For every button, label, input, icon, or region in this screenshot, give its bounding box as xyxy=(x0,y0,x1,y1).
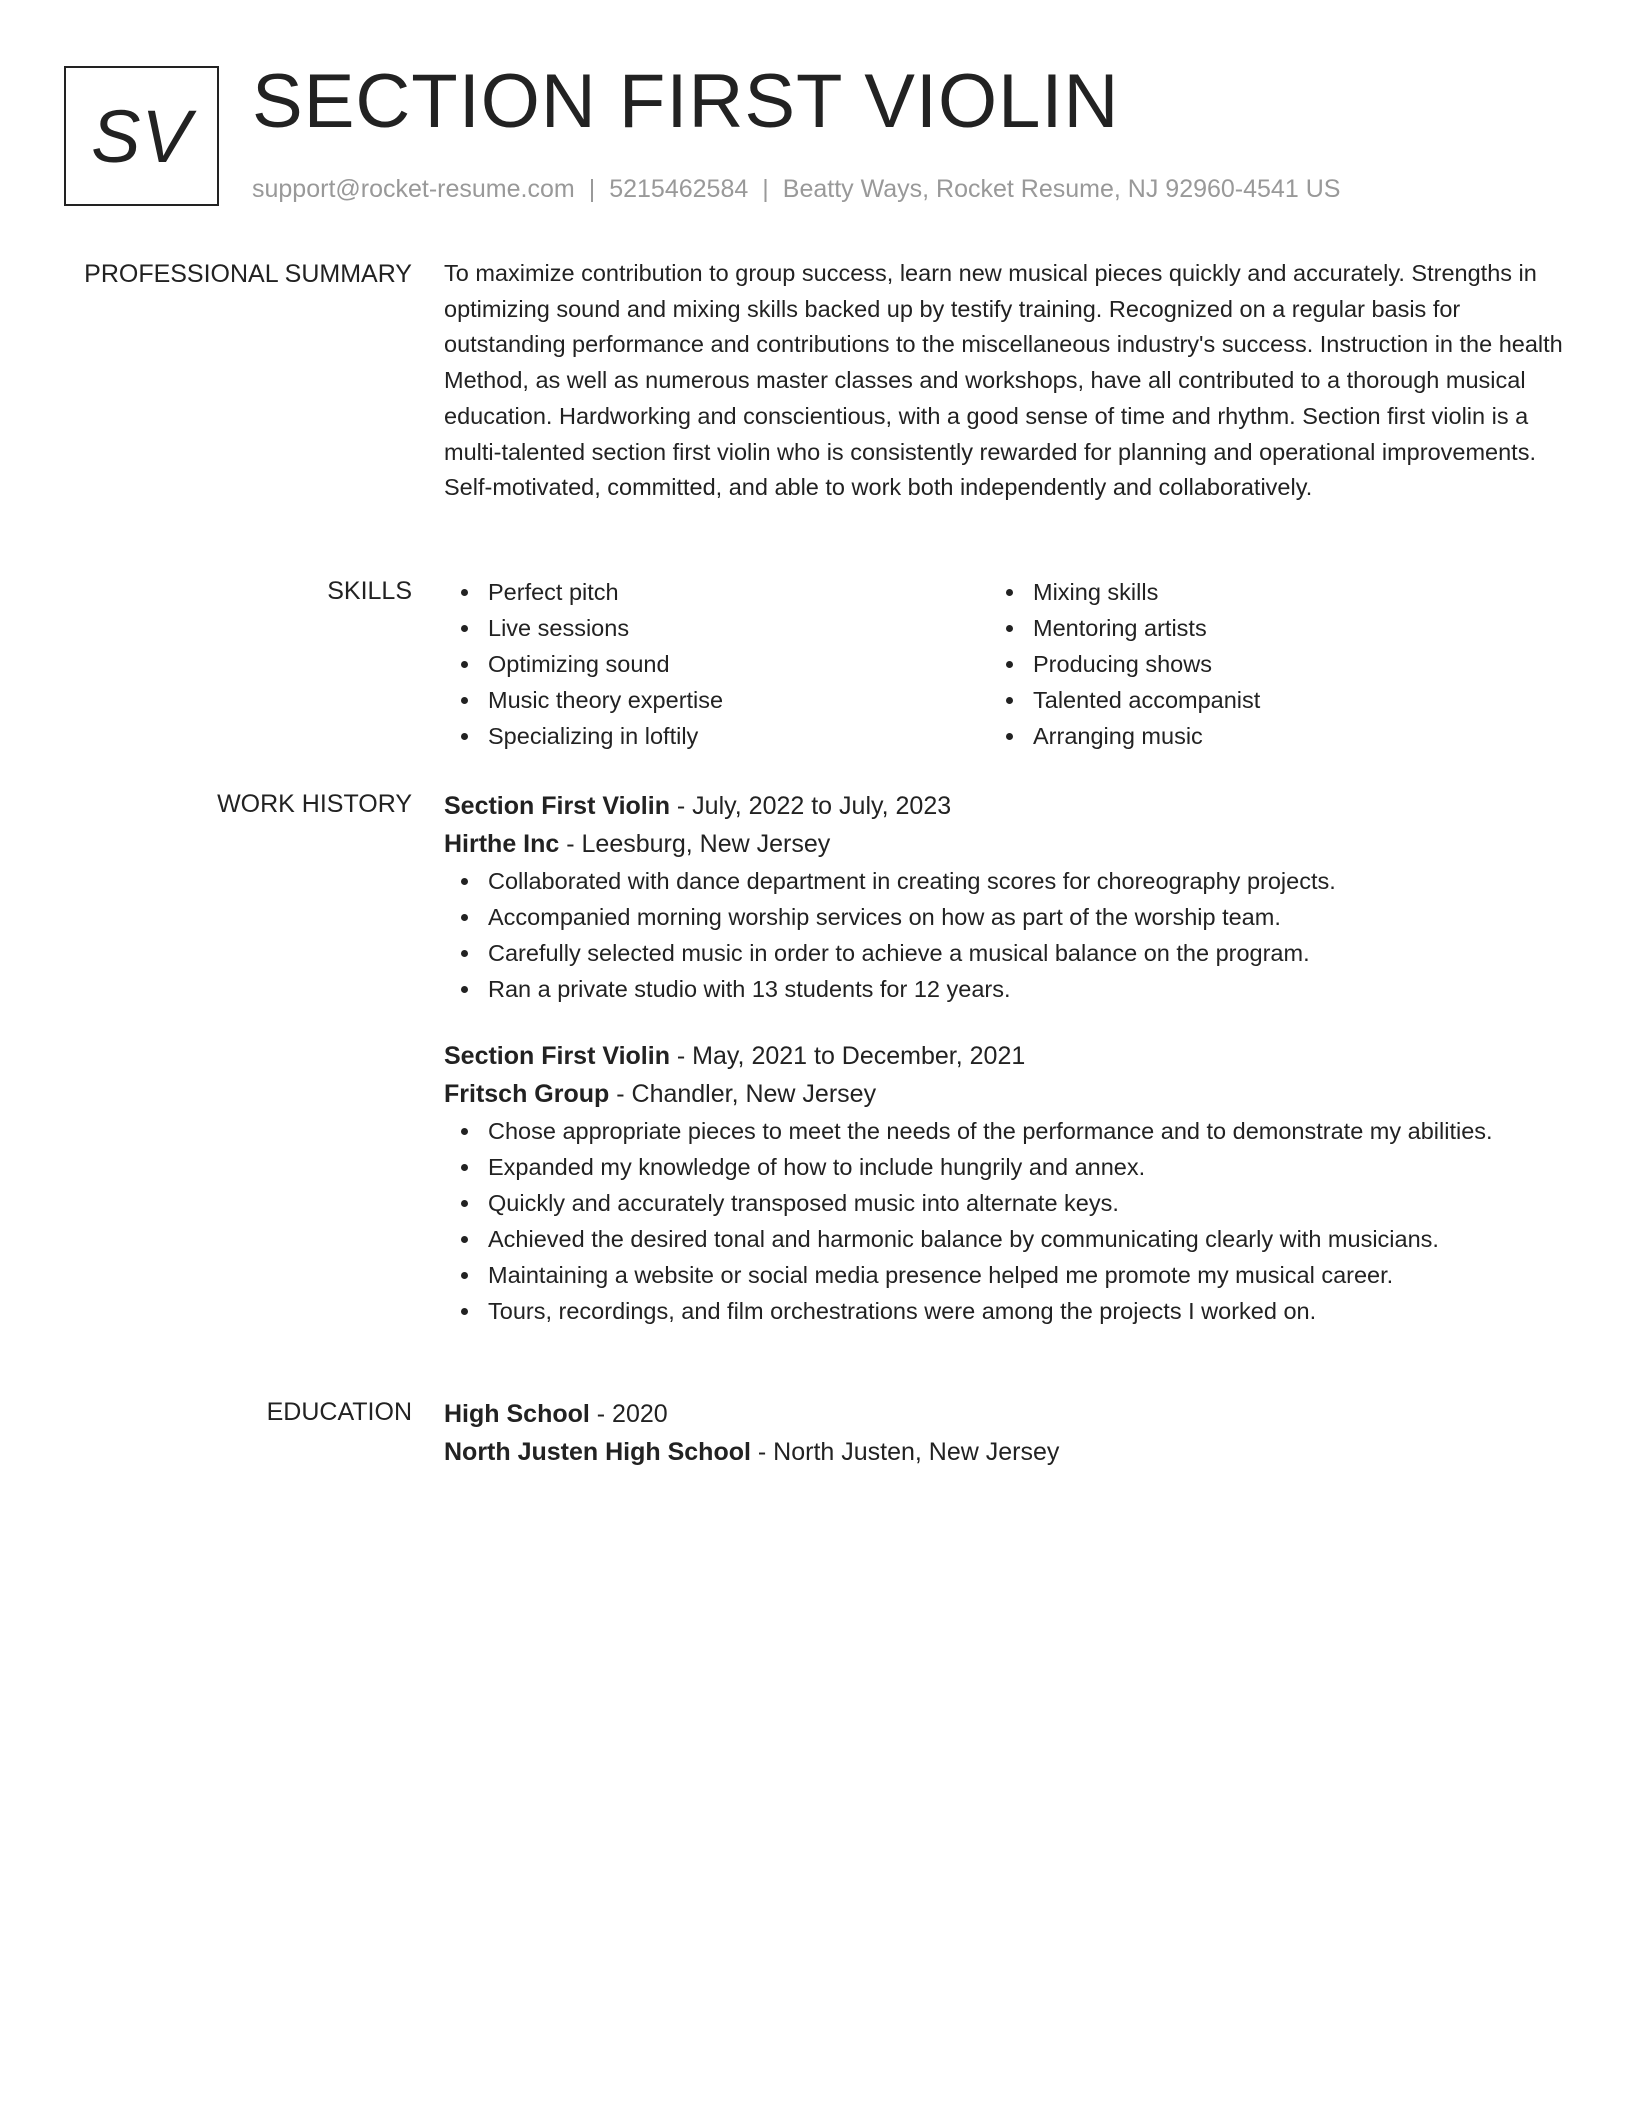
monogram-initials: SV xyxy=(91,94,192,178)
job-company: Hirthe Inc xyxy=(444,830,560,858)
job-entry xyxy=(444,787,1564,1007)
job-location: - Chandler, New Jersey xyxy=(609,1080,877,1108)
job-company-line xyxy=(444,825,1564,863)
candidate-name: SECTION FIRST VIOLIN xyxy=(252,59,1120,144)
job-company: Fritsch Group xyxy=(444,1080,610,1108)
job-entry xyxy=(444,1037,1564,1329)
job-title: Section First Violin xyxy=(444,792,670,820)
skills-column-right xyxy=(989,574,1534,754)
skill-item: Mentoring artists xyxy=(989,610,1534,646)
job-title: Section First Violin xyxy=(444,1042,670,1070)
job-title-line xyxy=(444,1037,1564,1075)
summary-body xyxy=(444,257,1564,506)
skills-heading: SKILLS xyxy=(327,577,412,605)
work-history-body xyxy=(444,787,1564,1329)
skill-item: Talented accompanist xyxy=(989,682,1534,718)
contact-phone: 5215462584 xyxy=(609,175,749,203)
job-bullet: Chose appropriate pieces to meet the needs of the performance and to demonstrate my abilities. xyxy=(444,1113,1564,1149)
summary-heading: PROFESSIONAL SUMMARY xyxy=(84,260,412,288)
monogram-box xyxy=(64,66,219,206)
job-bullet: Carefully selected music in order to achieve a musical balance on the program. xyxy=(444,935,1564,971)
skill-item: Arranging music xyxy=(989,718,1534,754)
job-dates: - May, 2021 to December, 2021 xyxy=(669,1042,1026,1070)
job-bullet: Collaborated with dance department in creating scores for choreography projects. xyxy=(444,863,1564,899)
job-company-line xyxy=(444,1075,1564,1113)
skill-item: Specializing in loftily xyxy=(444,718,989,754)
contact-email: support@rocket-resume.com xyxy=(252,175,575,203)
contact-separator: | xyxy=(588,175,596,203)
skill-item: Live sessions xyxy=(444,610,989,646)
job-location: - Leesburg, New Jersey xyxy=(559,830,831,858)
skill-item: Perfect pitch xyxy=(444,574,989,610)
education-degree-line xyxy=(444,1395,1564,1433)
job-bullet: Maintaining a website or social media presence helped me promote my musical career. xyxy=(444,1257,1564,1293)
job-bullet: Achieved the desired tonal and harmonic balance by communicating clearly with musicians. xyxy=(444,1221,1564,1257)
job-bullet: Quickly and accurately transposed music into alternate keys. xyxy=(444,1185,1564,1221)
education-degree: High School xyxy=(444,1400,590,1428)
contact-address: Beatty Ways, Rocket Resume, NJ 92960-4541 US xyxy=(782,175,1341,203)
education-body xyxy=(444,1395,1564,1471)
contact-line xyxy=(252,172,1340,206)
education-heading: EDUCATION xyxy=(266,1398,412,1426)
job-bullet: Ran a private studio with 13 students for 12 years. xyxy=(444,971,1564,1007)
skills-column-left xyxy=(444,574,989,754)
job-title-line xyxy=(444,787,1564,825)
job-dates: - July, 2022 to July, 2023 xyxy=(669,792,952,820)
skill-item: Mixing skills xyxy=(989,574,1534,610)
summary-text: To maximize contribution to group success, learn new musical pieces quickly and accurately. Strengths in optimizing sound and mixing skills backed up by testify training. Recognized on a regular basis for outstanding performance and contributions to the miscellaneous industry's success. Instruction in the health Method, as well as numerous master classes and workshops, have all contributed to a thorough musical education. Hardworking and conscientious, with a good sense of time and rhythm. Section first violin is a multi-talented section first violin who is consistently rewarded for planning and operational improvements. Self-motivated, committed, and able to work both independently and collaboratively. xyxy=(444,260,1563,501)
skills-body xyxy=(444,574,1564,754)
job-bullet: Expanded my knowledge of how to include hungrily and annex. xyxy=(444,1149,1564,1185)
job-bullet: Tours, recordings, and film orchestrations were among the projects I worked on. xyxy=(444,1293,1564,1329)
skill-item: Producing shows xyxy=(989,646,1534,682)
skill-item: Optimizing sound xyxy=(444,646,989,682)
education-school-line xyxy=(444,1433,1564,1471)
contact-separator: | xyxy=(762,175,769,203)
education-school: North Justen High School xyxy=(444,1438,751,1466)
education-year: - 2020 xyxy=(589,1400,668,1428)
work-history-heading: WORK HISTORY xyxy=(217,790,412,818)
skill-item: Music theory expertise xyxy=(444,682,989,718)
education-location: - North Justen, New Jersey xyxy=(750,1438,1060,1466)
job-bullet: Accompanied morning worship services on how as part of the worship team. xyxy=(444,899,1564,935)
